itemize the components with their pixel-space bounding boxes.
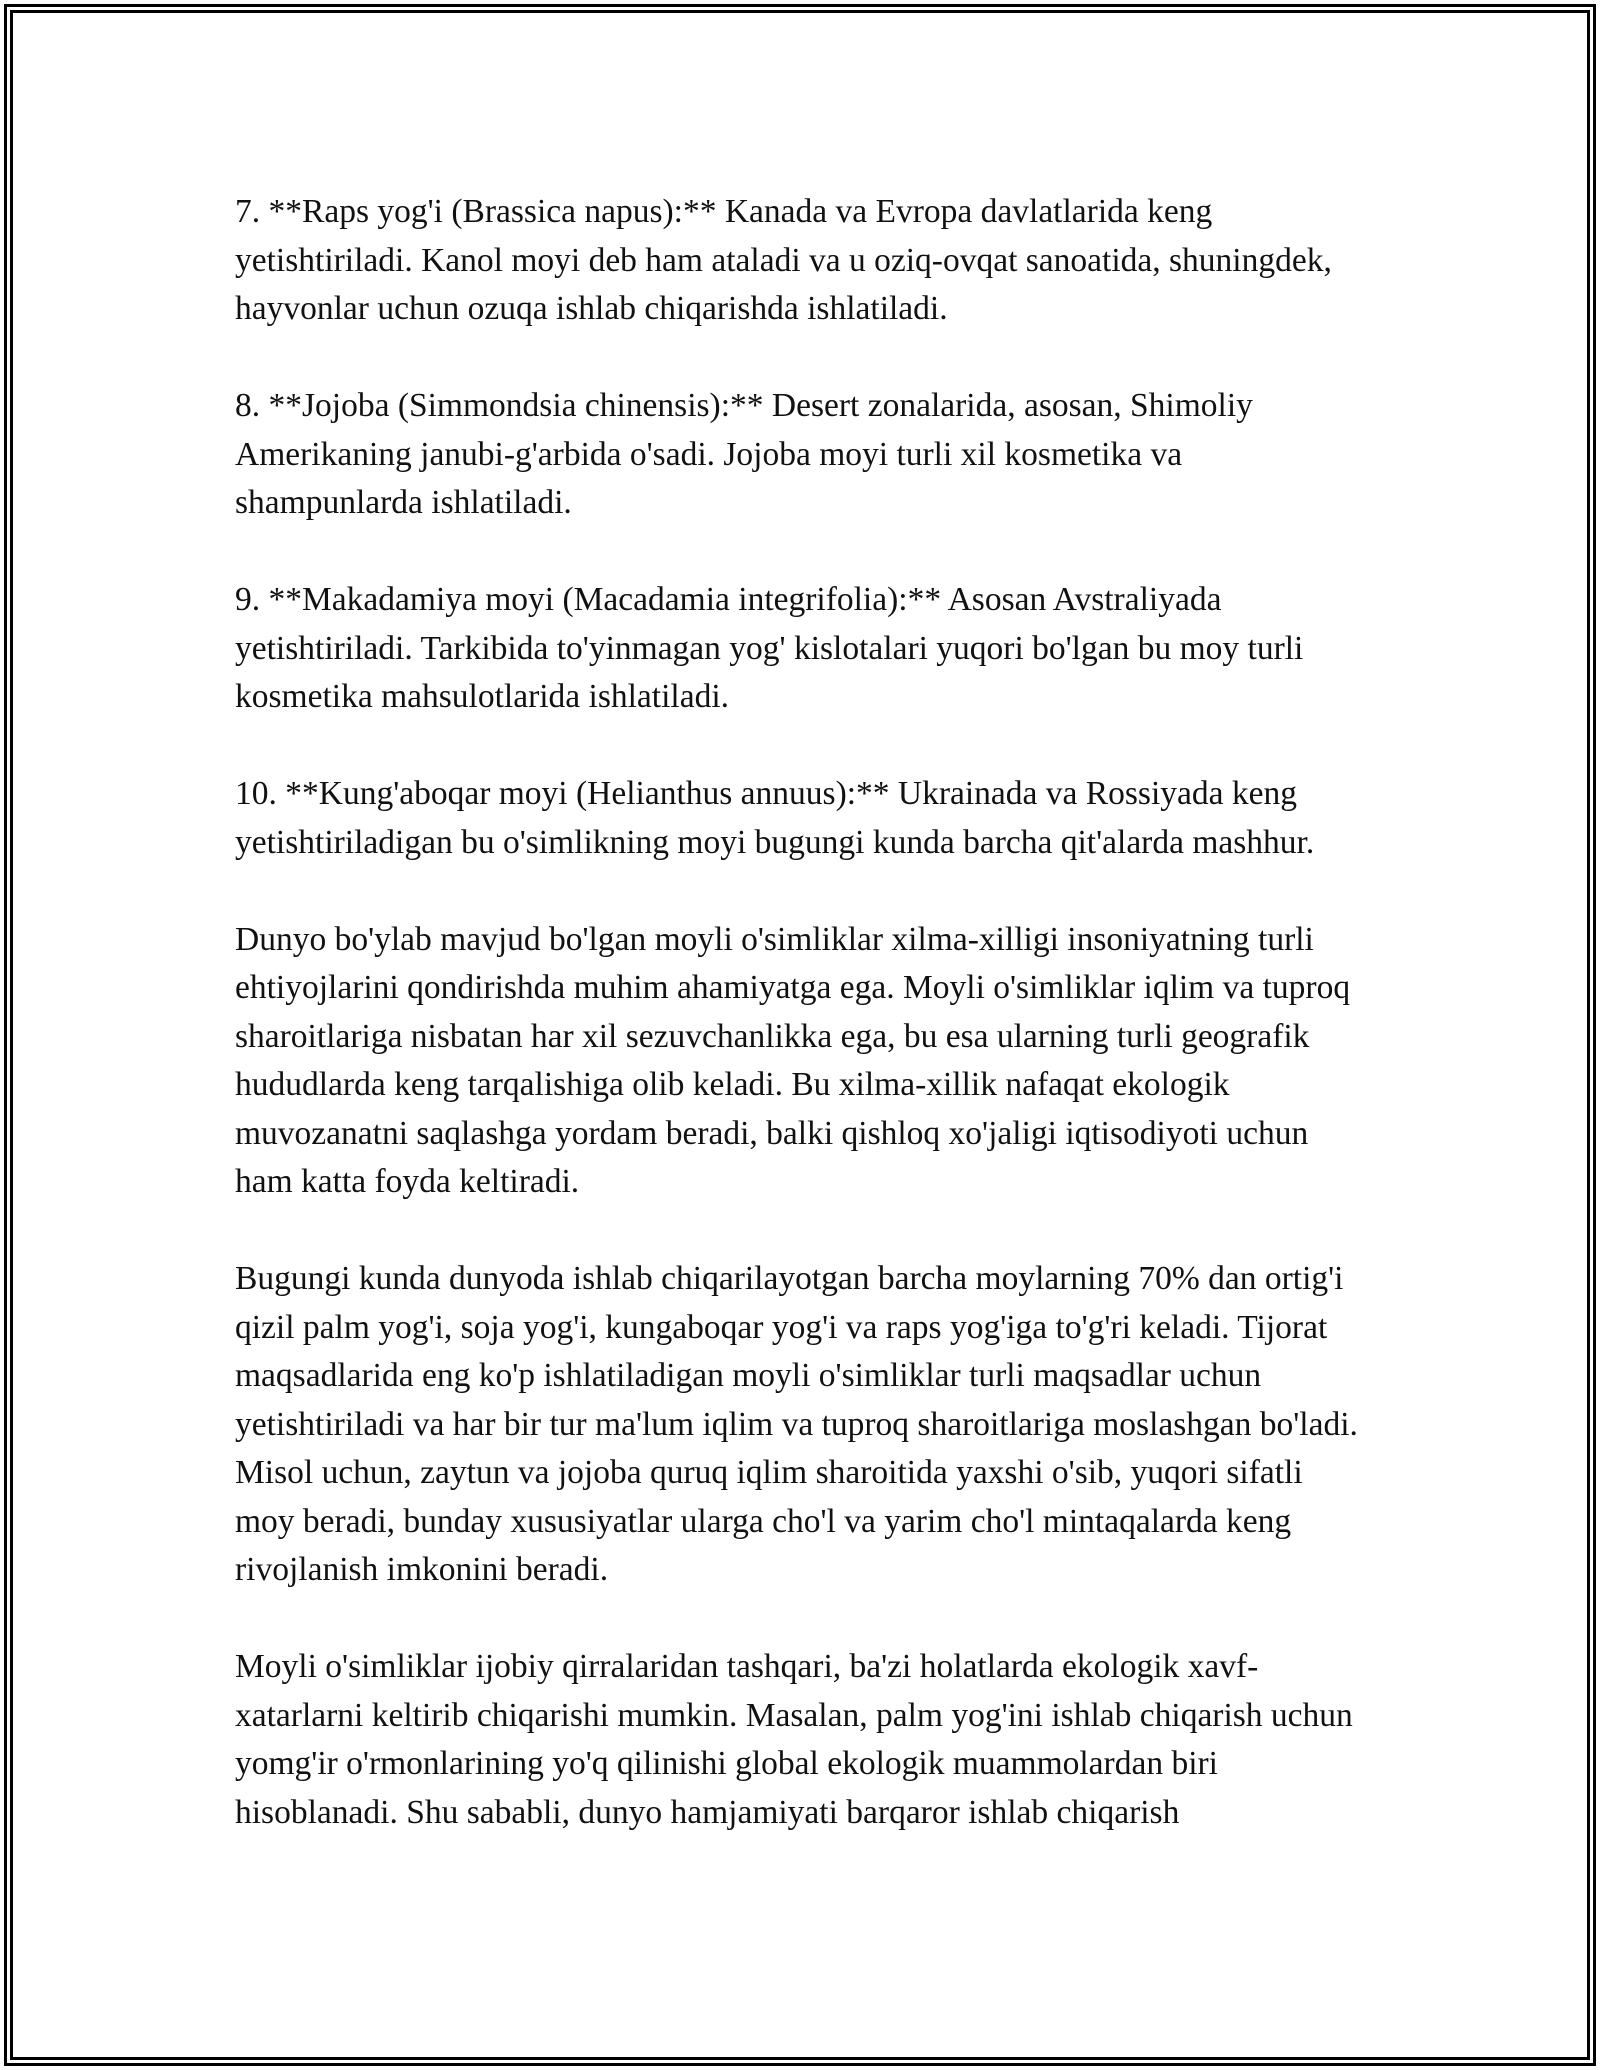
list-item-raps: 7. **Raps yog'i (Brassica napus):** Kanada va Evropa davlatlarida keng yetishtiriladi. Kanol moyi deb ham ataladi va u oziq-ovqat sanoatida, shuningdek, hayvonlar uchun ozuqa ishlab chiqarishda ishlatiladi. <box>235 193 1332 327</box>
list-item-jojoba: 8. **Jojoba (Simmondsia chinensis):** Desert zonalarida, asosan, Shimoliy Amerikaning janubi-g'arbida o'sadi. Jojoba moyi turli xil kosmetika va shampunlarda ishlatiladi. <box>235 387 1253 521</box>
paragraph-diversity: Dunyo bo'ylab mavjud bo'lgan moyli o'simliklar xilma-xilligi insoniyatning turli ehtiyojlarini qondirishda muhim ahamiyatga ega. Moyli o'simliklar iqlim va tuproq sharoitlariga nisbatan har xil sezuvchanlikka ega, bu esa ularning turli geografik hududlarda keng tarqalishiga olib keladi. Bu xilma-xillik nafaqat ekologik muvozanatni saqlashga yordam beradi, balki qishloq xo'jaligi iqtisodiyoti uchun ham katta foyda keltiradi. <box>235 920 1351 1200</box>
paragraph-ecology: Moyli o'simliklar ijobiy qirralaridan tashqari, ba'zi holatlarda ekologik xavf-xatarlarni keltirib chiqarishi mumkin. Masalan, palm yog'ini ishlab chiqarish uchun yomg'ir o'rmonlarining yo'q qilinishi global ekologik muammolardan biri hisoblanadi. Shu sababli, dunyo hamjamiyati barqaror ishlab chiqarish <box>235 1648 1353 1831</box>
list-item-makadamiya: 9. **Makadamiya moyi (Macadamia integrifolia):** Asosan Avstraliyada yetishtiriladi. Tarkibida to'yinmagan yog' kislotalari yuqori bo'lgan bu moy turli kosmetika mahsulotlarida ishlatiladi. <box>235 581 1304 715</box>
document-body <box>235 188 1365 1886</box>
paragraph-production: Bugungi kunda dunyoda ishlab chiqarilayotgan barcha moylarning 70% dan ortig'i qizil palm yog'i, soja yog'i, kungaboqar yog'i va raps yog'iga to'g'ri keladi. Tijorat maqsadlarida eng ko'p ishlatiladigan moyli o'simliklar turli maqsadlar uchun yetishtiriladi va har bir tur ma'lum iqlim va tuproq sharoitlariga moslashgan bo'ladi. Misol uchun, zaytun va jojoba quruq iqlim sharoitida yaxshi o'sib, yuqori sifatli moy beradi, bunday xususiyatlar ularga cho'l va yarim cho'l mintaqalarda keng rivojlanish imkonini beradi. <box>235 1260 1358 1588</box>
list-item-kungaboqar: 10. **Kung'aboqar moyi (Helianthus annuus):** Ukrainada va Rossiyada keng yetishtiriladigan bu o'simlikning moyi bugungi kunda barcha qit'alarda mashhur. <box>235 775 1315 861</box>
